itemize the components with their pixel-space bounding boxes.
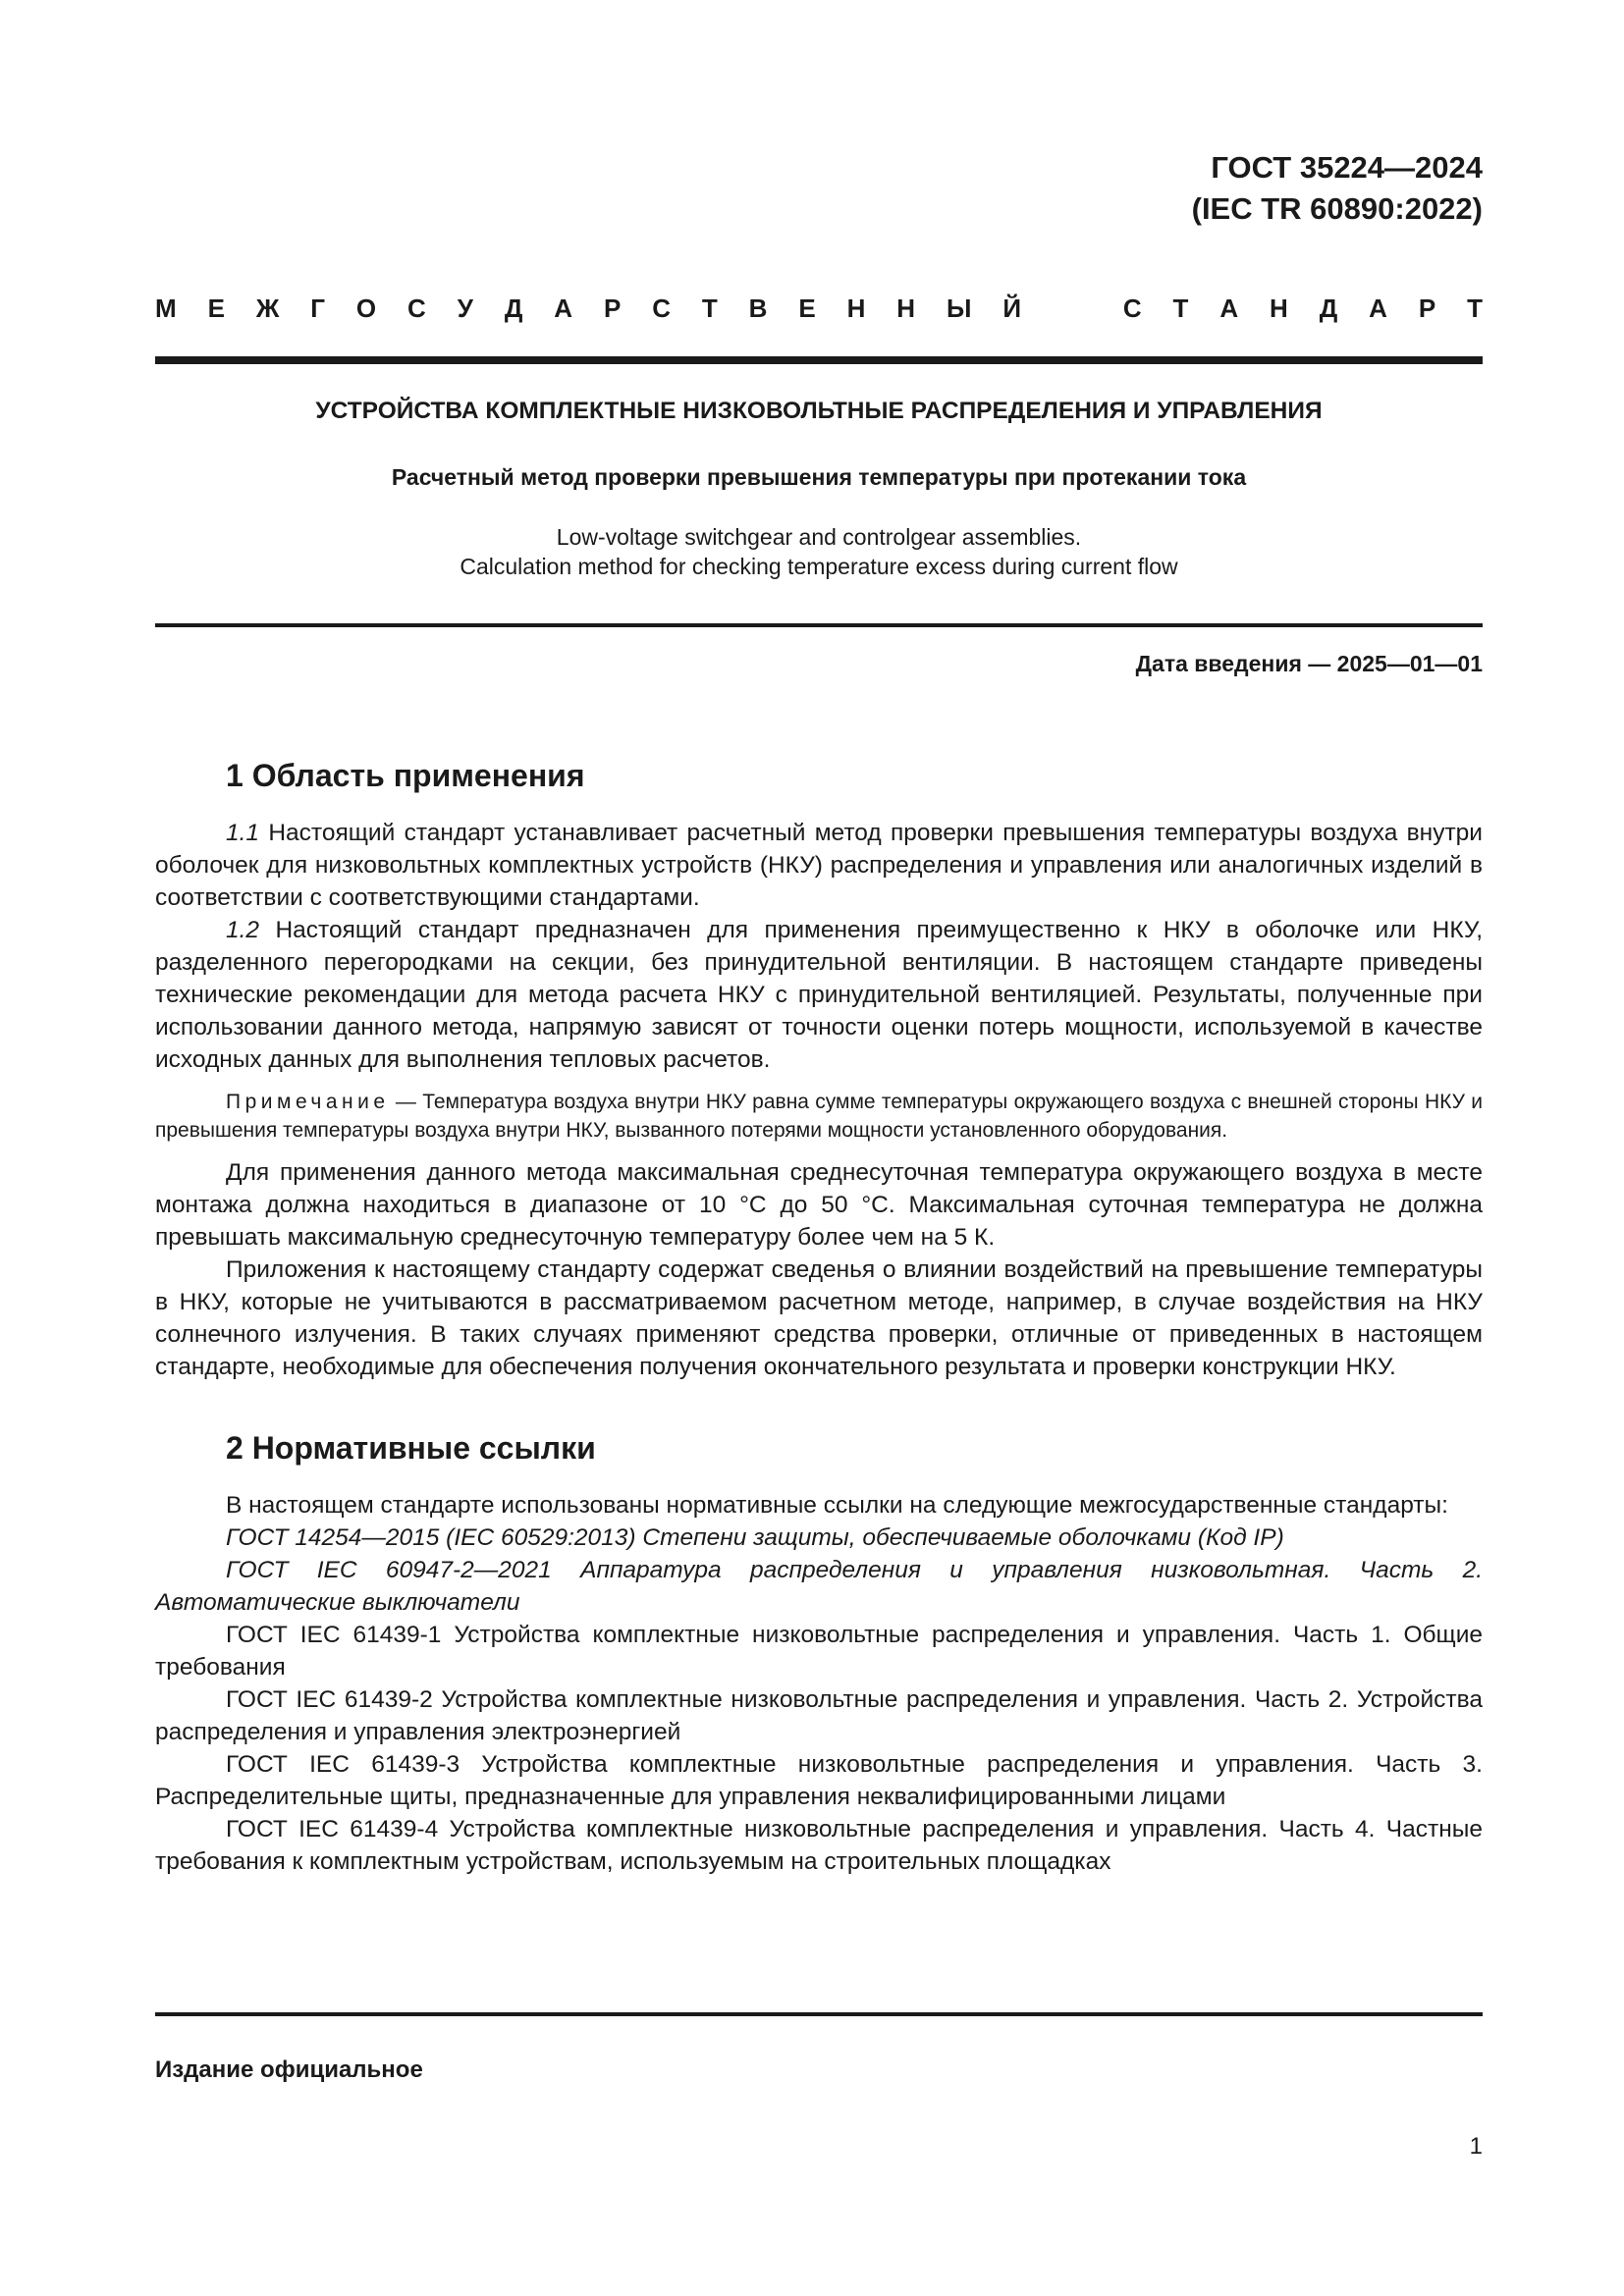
reference-item: ГОСТ IEC 61439-4 Устройства комплектные низковольтные распределения и управления. Часть 4. Частные требования к комплектным устройствам, используемым на строительных площадках xyxy=(155,1816,1483,1875)
note-label: Примечание xyxy=(226,1091,390,1113)
banner-letter: О xyxy=(355,294,377,323)
interstate-standard-banner xyxy=(155,291,1483,326)
banner-letter: М xyxy=(155,294,177,323)
banner-letter: Т xyxy=(1172,294,1189,323)
banner-letter: Р xyxy=(1418,294,1436,323)
note-paragraph xyxy=(155,1088,1483,1145)
reference-item: ГОСТ IEC 61439-3 Устройства комплектные низковольтные распределения и управления. Часть 3. Распределительные щиты, предназначенные для управления неквалифицированными лицами xyxy=(155,1751,1483,1810)
section-1-heading: 1 Область применения xyxy=(226,758,585,793)
standard-designation xyxy=(1192,147,1483,230)
banner-letter: У xyxy=(457,294,473,323)
banner-letter: Н xyxy=(896,294,916,323)
reference-item: ГОСТ IEC 61439-2 Устройства комплектные низковольтные распределения и управления. Часть 2. Устройства распределения и управления электроэнергией xyxy=(155,1686,1483,1745)
english-title-line: Low-voltage switchgear and controlgear assemblies. xyxy=(556,524,1082,550)
banner-letter: Р xyxy=(603,294,622,323)
paragraph-temperature-range: Для применения данного метода максимальная среднесуточная температура окружающего воздуха в месте монтажа должна находиться в диапазоне от 10 °C до 50 °C. Максимальная суточная температура не должна превышать максимальную среднесуточную температуру более чем на 5 К. xyxy=(155,1159,1483,1251)
banner-letter: Н xyxy=(1270,294,1288,323)
banner-letter: С xyxy=(1122,294,1142,323)
banner-letter: Г xyxy=(310,294,325,323)
designation-number: ГОСТ 35224—2024 xyxy=(1211,150,1483,185)
clause-text: Настоящий стандарт устанавливает расчетный метод проверки превышения температуры воздуха внутри оболочек для низковольтных комплектных устройств (НКУ) распределения и управления или аналогичных изделий в соответствии с соответствующими стандартами. xyxy=(155,820,1483,911)
banner-letter: Ы xyxy=(946,294,972,323)
clause-number: 1.1 xyxy=(226,820,260,846)
banner-letter: Ж xyxy=(255,294,280,323)
banner-letter: Т xyxy=(1467,294,1483,323)
designation-iec-equivalent: (IEC TR 60890:2022) xyxy=(1191,191,1483,226)
document-body xyxy=(155,754,1483,1878)
reference-item: ГОСТ IEC 61439-1 Устройства комплектные низковольтные распределения и управления. Часть 1. Общие требования xyxy=(155,1622,1483,1681)
references-intro: В настоящем стандарте использованы нормативные ссылки на следующие межгосударственные стандарты: xyxy=(226,1492,1448,1519)
introduction-date: Дата введения — 2025—01—01 xyxy=(1135,651,1483,676)
note-text: — Температура воздуха внутри НКУ равна сумме температуры окружающего воздуха с внешней стороны НКУ и превышения температуры воздуха внутри НКУ, вызванного потерями мощности установленного оборудования. xyxy=(155,1091,1483,1142)
banner-letter: Й xyxy=(1002,294,1022,323)
footer-divider xyxy=(155,2012,1483,2016)
banner-letter: А xyxy=(1369,294,1387,323)
banner-letter: С xyxy=(652,294,671,323)
document-page xyxy=(155,0,1483,2296)
banner-letter: А xyxy=(554,294,573,323)
english-title xyxy=(155,522,1483,581)
title-divider xyxy=(155,623,1483,627)
clause-number: 1.2 xyxy=(226,917,260,943)
clause-1-2 xyxy=(155,914,1483,1076)
banner-letter: А xyxy=(1219,294,1239,323)
clause-1-1 xyxy=(155,817,1483,914)
banner-letter: С xyxy=(407,294,426,323)
page-number: 1 xyxy=(1469,2133,1483,2160)
english-title-line: Calculation method for checking temperature excess during current flow xyxy=(460,554,1178,579)
official-edition-label: Издание официальное xyxy=(155,2056,423,2083)
reference-item: ГОСТ IEC 60947-2—2021 Аппаратура распределения и управления низковольтная. Часть 2. Автоматические выключатели xyxy=(155,1557,1483,1616)
reference-item: ГОСТ 14254—2015 (IEC 60529:2013) Степени защиты, обеспечиваемые оболочками (Код IP) xyxy=(226,1524,1284,1551)
section-2-heading: 2 Нормативные ссылки xyxy=(226,1430,596,1466)
banner-letter: Е xyxy=(798,294,816,323)
banner-letter: Е xyxy=(207,294,225,323)
document-title: УСТРОЙСТВА КОМПЛЕКТНЫЕ НИЗКОВОЛЬТНЫЕ РАСПРЕДЕЛЕНИЯ И УПРАВЛЕНИЯ xyxy=(315,398,1323,424)
banner-letter: В xyxy=(748,294,768,323)
banner-letter: Н xyxy=(846,294,866,323)
paragraph-annexes: Приложения к настоящему стандарту содержат сведенья о влиянии воздействий на превышение температуры в НКУ, которые не учитываются в рассматриваемом расчетном методе, например, в случае воздействия на НКУ солнечного излучения. В таких случаях применяют средства проверки, отличные от приведенных в настоящем стандарте, необходимые для обеспечения получения окончательного результата и проверки конструкции НКУ. xyxy=(155,1256,1483,1380)
banner-letter: Д xyxy=(504,294,523,323)
clause-text: Настоящий стандарт предназначен для применения преимущественно к НКУ в оболочке или НКУ, разделенного перегородками на секции, без принудительной вентиляции. В настоящем стандарте приведены технические рекомендации для метода расчета НКУ с принудительной вентиляцией. Результаты, полученные при использовании данного метода, напрямую зависят от точности оценки потерь мощности, используемой в качестве исходных данных для выполнения тепловых расчетов. xyxy=(155,917,1483,1073)
banner-letter: Т xyxy=(701,294,718,323)
header-divider xyxy=(155,356,1483,364)
banner-letter: Д xyxy=(1319,294,1338,323)
banner-word-gap xyxy=(1053,291,1092,326)
document-subtitle: Расчетный метод проверки превышения температуры при протекании тока xyxy=(391,464,1247,490)
